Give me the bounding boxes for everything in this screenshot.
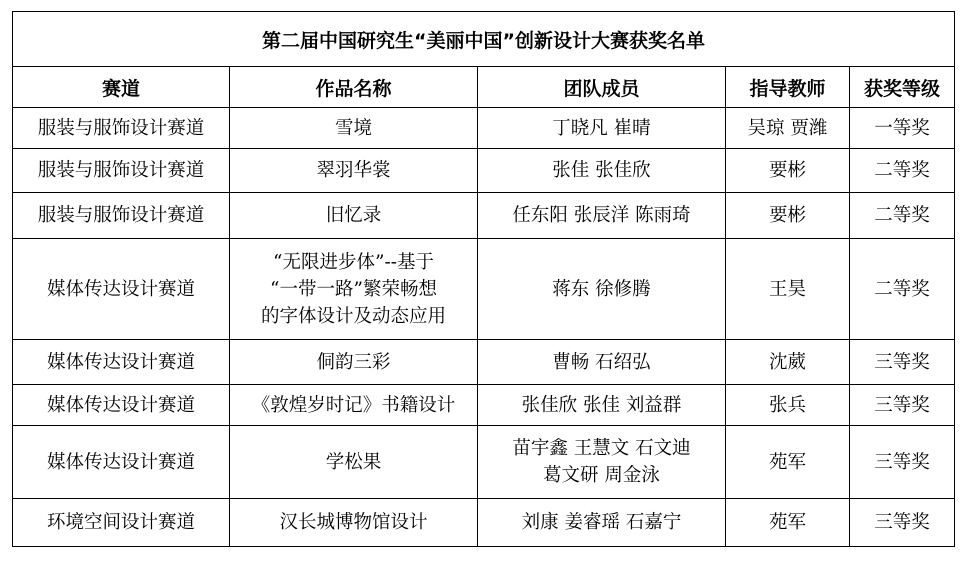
- header-award: 获奖等级: [850, 67, 955, 108]
- table-row: [13, 385, 955, 426]
- cell-members-line: 张佳欣 张佳 刘益群: [521, 394, 682, 416]
- cell-advisor: 张兵: [726, 385, 850, 426]
- table-title: 第二届中国研究生“美丽中国”创新设计大赛获奖名单: [13, 12, 955, 67]
- cell-work-line: 雪境: [334, 117, 372, 139]
- table-row: [13, 499, 955, 547]
- cell-members: [478, 385, 726, 426]
- cell-work: [230, 340, 478, 385]
- cell-award: 三等奖: [850, 385, 955, 426]
- cell-members-line: 丁晓凡 崔晴: [552, 117, 651, 139]
- cell-work-line: “一带一路”繁荣畅想: [270, 278, 437, 300]
- cell-members: [478, 149, 726, 193]
- cell-advisor: 王昊: [726, 239, 850, 340]
- cell-work-line: 侗韵三彩: [316, 351, 391, 373]
- title-row: [13, 12, 955, 67]
- cell-members: [478, 340, 726, 385]
- cell-work-line: 《敦煌岁时记》书籍设计: [251, 394, 456, 416]
- cell-award: 三等奖: [850, 499, 955, 547]
- cell-advisor: 沈葳: [726, 340, 850, 385]
- cell-track: 媒体传达设计赛道: [13, 385, 230, 426]
- cell-members-line: 任东阳 张辰洋 陈雨琦: [512, 205, 691, 226]
- table-row: [13, 149, 955, 193]
- table-row: [13, 108, 955, 149]
- cell-advisor: 吴琼 贾潍: [726, 108, 850, 149]
- header-advisor: 指导教师: [726, 67, 850, 108]
- table-row: [13, 239, 955, 340]
- cell-track: 服装与服饰设计赛道: [13, 193, 230, 239]
- cell-track: 媒体传达设计赛道: [13, 239, 230, 340]
- cell-members-line: 曹畅 石绍弘: [552, 351, 651, 373]
- cell-members: [478, 193, 726, 239]
- cell-work: [230, 193, 478, 239]
- cell-members: [478, 108, 726, 149]
- cell-work-line: “无限进步体”--基于: [273, 251, 434, 273]
- cell-award: 二等奖: [850, 149, 955, 193]
- cell-award: 二等奖: [850, 239, 955, 340]
- cell-work: [230, 426, 478, 499]
- cell-members-line: 刘康 姜睿瑶 石嘉宁: [521, 512, 682, 533]
- cell-work: [230, 499, 478, 547]
- cell-members-line: 葛文研 周金泳: [543, 465, 660, 486]
- table-row: [13, 193, 955, 239]
- cell-work: [230, 149, 478, 193]
- cell-members-line: 苗宇鑫 王慧文 石文迪: [512, 438, 691, 459]
- header-track: 赛道: [13, 67, 230, 108]
- cell-members-line: 蒋东 徐修腾: [552, 278, 651, 300]
- awards-table: [12, 11, 955, 547]
- cell-advisor: 苑军: [726, 499, 850, 547]
- cell-work-line: 的字体设计及动态应用: [260, 305, 446, 327]
- cell-members: [478, 426, 726, 499]
- cell-work: [230, 385, 478, 426]
- cell-award: 三等奖: [850, 340, 955, 385]
- cell-award: 一等奖: [850, 108, 955, 149]
- table-row: [13, 340, 955, 385]
- cell-work-line: 旧忆录: [325, 205, 382, 226]
- cell-work: [230, 239, 478, 340]
- cell-track: 服装与服饰设计赛道: [13, 108, 230, 149]
- cell-advisor: 要彬: [726, 193, 850, 239]
- cell-advisor: 苑军: [726, 426, 850, 499]
- header-row: [13, 67, 955, 108]
- header-members: 团队成员: [478, 67, 726, 108]
- cell-work: [230, 108, 478, 149]
- header-work: 作品名称: [230, 67, 478, 108]
- cell-track: 环境空间设计赛道: [13, 499, 230, 547]
- table-row: [13, 426, 955, 499]
- cell-track: 服装与服饰设计赛道: [13, 149, 230, 193]
- cell-advisor: 要彬: [726, 149, 850, 193]
- cell-work-line: 学松果: [325, 451, 382, 473]
- cell-work-line: 翠羽华裳: [316, 160, 391, 181]
- cell-members: [478, 239, 726, 340]
- cell-award: 三等奖: [850, 426, 955, 499]
- cell-award: 二等奖: [850, 193, 955, 239]
- cell-track: 媒体传达设计赛道: [13, 340, 230, 385]
- cell-members: [478, 499, 726, 547]
- cell-work-line: 汉长城博物馆设计: [279, 512, 428, 533]
- cell-members-line: 张佳 张佳欣: [552, 160, 651, 181]
- cell-track: 媒体传达设计赛道: [13, 426, 230, 499]
